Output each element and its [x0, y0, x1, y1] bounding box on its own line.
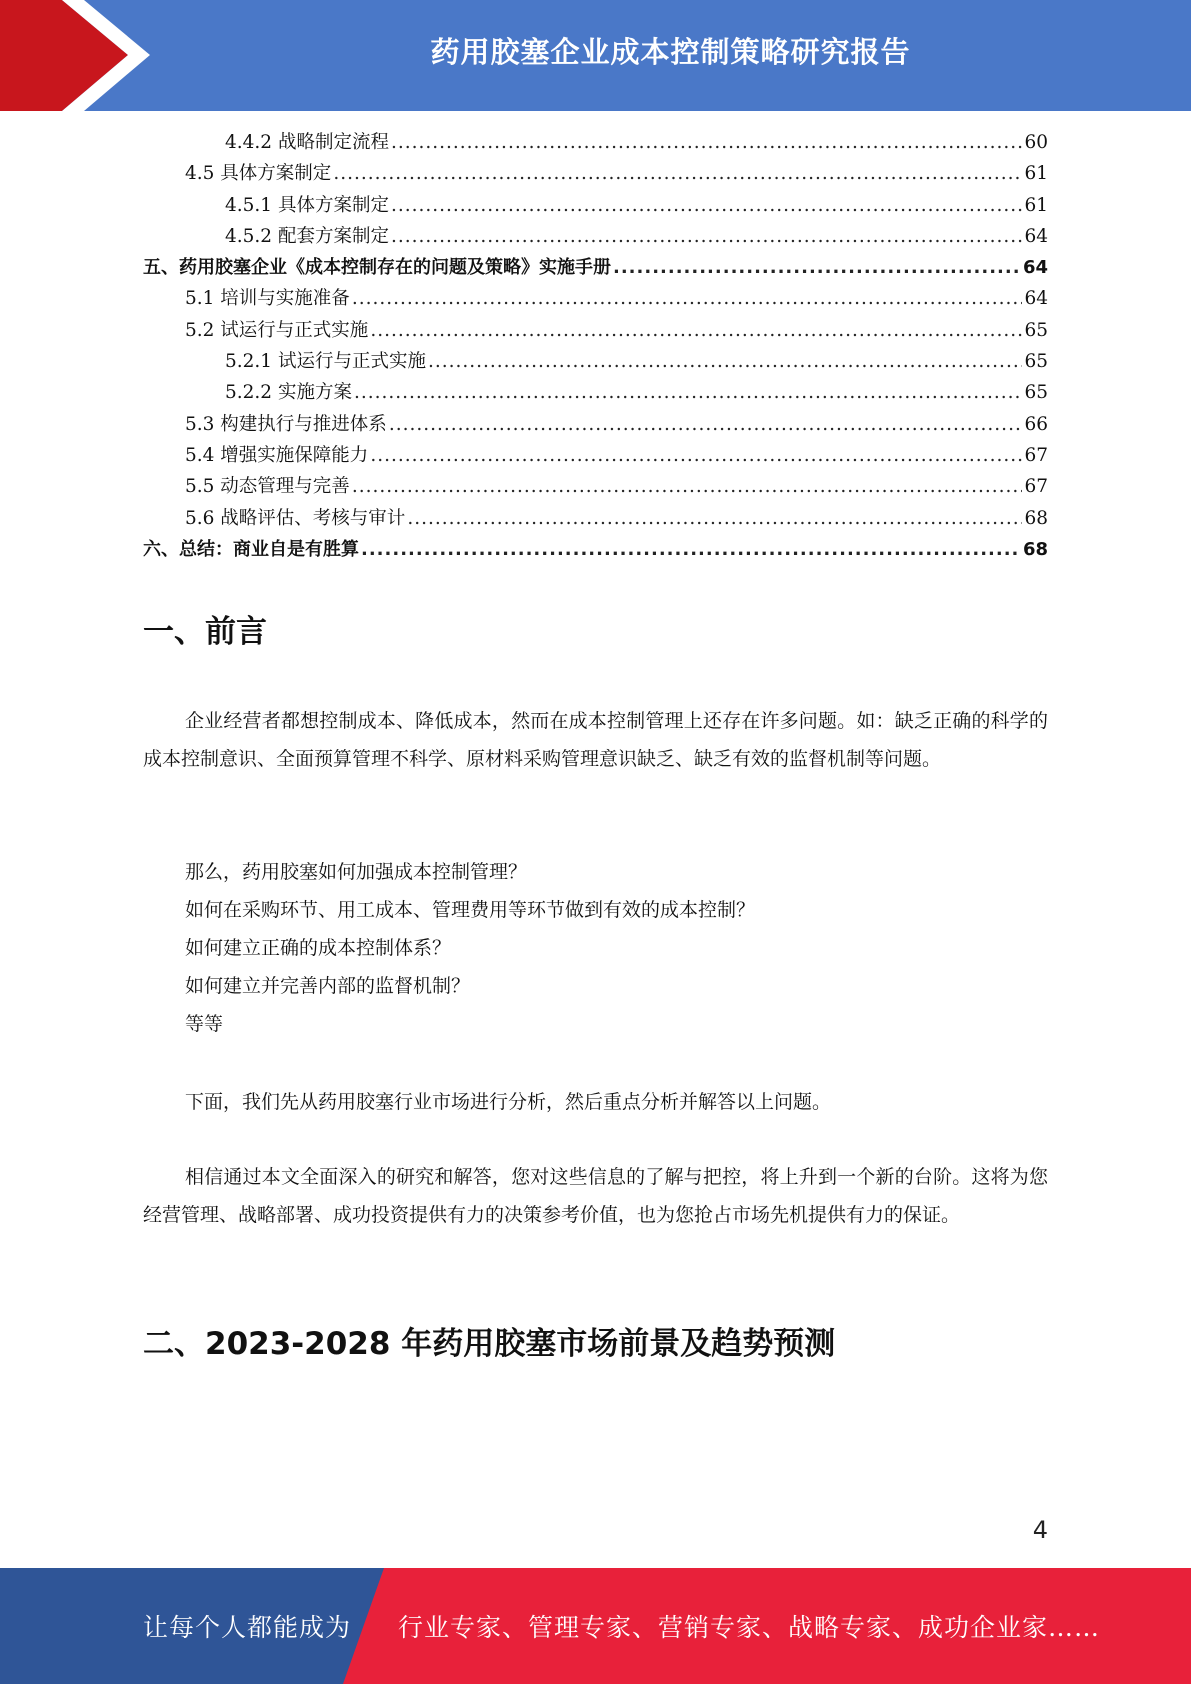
toc-entry-title: 5.2.2 实施方案: [225, 382, 352, 404]
toc-entry[interactable]: [143, 284, 1048, 315]
toc-entry[interactable]: [143, 410, 1048, 441]
toc-entry-title: 5.5 动态管理与完善: [185, 476, 350, 498]
table-of-contents: [143, 128, 1048, 566]
toc-leader-dots: [361, 539, 1021, 560]
toc-leader-dots: [428, 351, 1022, 372]
toc-entry[interactable]: [143, 378, 1048, 409]
toc-entry-page: 65: [1024, 319, 1048, 341]
question-list: [185, 853, 1045, 1043]
toc-entry-title: 5.3 构建执行与推进体系: [185, 413, 387, 435]
toc-entry-page: 68: [1024, 507, 1048, 529]
toc-entry-page: 65: [1024, 382, 1048, 404]
toc-entry[interactable]: [143, 347, 1048, 378]
toc-entry-page: 68: [1022, 538, 1048, 560]
toc-entry-title: 4.5.1 具体方案制定: [225, 194, 389, 216]
toc-entry-title: 4.5 具体方案制定: [185, 163, 332, 185]
question-item: 如何在采购环节、用工成本、管理费用等环节做到有效的成本控制？: [185, 899, 756, 921]
toc-entry[interactable]: [143, 128, 1048, 159]
toc-entry-page: 65: [1024, 351, 1048, 373]
toc-leader-dots: [370, 445, 1022, 466]
toc-entry-title: 4.4.2 战略制定流程: [225, 132, 389, 153]
toc-entry[interactable]: [143, 441, 1048, 472]
toc-entry-page: 64: [1024, 288, 1048, 310]
toc-entry-page: 66: [1024, 413, 1048, 435]
footer-slogan-right: 行业专家、管理专家、营销专家、战略专家、成功企业家……: [398, 1613, 1101, 1642]
toc-entry-title: 五、药用胶塞企业《成本控制存在的问题及策略》实施手册: [143, 257, 611, 279]
question-item: 等等: [185, 1013, 224, 1035]
toc-leader-dots: [354, 382, 1023, 403]
toc-entry-title: 5.4 增强实施保障能力: [185, 444, 369, 466]
toc-entry-page: 67: [1024, 444, 1048, 466]
toc-entry[interactable]: [143, 253, 1048, 284]
toc-entry-title: 5.6 战略评估、考核与审计: [185, 507, 406, 529]
toc-entry[interactable]: [143, 191, 1048, 222]
toc-entry-title: 4.5.2 配套方案制定: [225, 225, 389, 247]
toc-entry-page: 60: [1024, 132, 1048, 153]
toc-entry-title: 5.2 试运行与正式实施: [185, 319, 369, 341]
preface-paragraph-2: 下面，我们先从药用胶塞行业市场进行分析，然后重点分析并解答以上问题。: [185, 1091, 832, 1113]
toc-entry[interactable]: [143, 159, 1048, 190]
toc-leader-dots: [391, 195, 1022, 216]
toc-leader-dots: [391, 132, 1022, 153]
toc-leader-dots: [389, 414, 1023, 435]
report-title: 药用胶塞企业成本控制策略研究报告: [430, 34, 911, 69]
question-item: 那么，药用胶塞如何加强成本控制管理？: [185, 861, 528, 883]
toc-entry[interactable]: [143, 504, 1048, 535]
page-number: 4: [1032, 1516, 1048, 1544]
question-item: 如何建立正确的成本控制体系？: [185, 937, 452, 959]
page-header: [0, 0, 1191, 111]
toc-leader-dots: [370, 320, 1022, 341]
toc-leader-dots: [352, 288, 1023, 309]
toc-entry-page: 61: [1024, 194, 1048, 216]
toc-entry-title: 六、总结：商业自是有胜算: [143, 538, 359, 560]
preface-paragraph-3: 相信通过本文全面深入的研究和解答，您对这些信息的了解与把控，将上升到一个新的台阶。这将为您经营管理、战略部署、成功投资提供有力的决策参考价值，也为您抢占市场先机提供有力的保证。: [143, 1166, 1048, 1226]
toc-entry-page: 64: [1022, 257, 1048, 279]
toc-entry[interactable]: [143, 472, 1048, 503]
footer-slogan-left: 让每个人都能成为: [143, 1613, 352, 1642]
page-footer: [0, 1568, 1191, 1684]
toc-leader-dots: [391, 226, 1022, 247]
toc-leader-dots: [333, 163, 1022, 184]
toc-entry[interactable]: [143, 535, 1048, 566]
toc-entry-title: 5.1 培训与实施准备: [185, 288, 350, 310]
preface-paragraph-1: 企业经营者都想控制成本、降低成本，然而在成本控制管理上还存在许多问题。如：缺乏正确的科学的成本控制意识、全面预算管理不科学、原材料采购管理意识缺乏、缺乏有效的监督机制等问题。: [143, 710, 1048, 770]
toc-entry[interactable]: [143, 316, 1048, 347]
section-heading-preface: 一、前言: [143, 614, 267, 650]
toc-entry-title: 5.2.1 试运行与正式实施: [225, 351, 426, 373]
toc-entry[interactable]: [143, 222, 1048, 253]
toc-leader-dots: [352, 476, 1023, 497]
toc-leader-dots: [407, 508, 1022, 529]
toc-leader-dots: [613, 257, 1021, 278]
section-heading-market-forecast: 二、2023-2028 年药用胶塞市场前景及趋势预测: [143, 1326, 836, 1362]
toc-entry-page: 67: [1024, 476, 1048, 498]
question-item: 如何建立并完善内部的监督机制？: [185, 975, 471, 997]
toc-entry-page: 64: [1024, 225, 1048, 247]
toc-entry-page: 61: [1024, 163, 1048, 185]
